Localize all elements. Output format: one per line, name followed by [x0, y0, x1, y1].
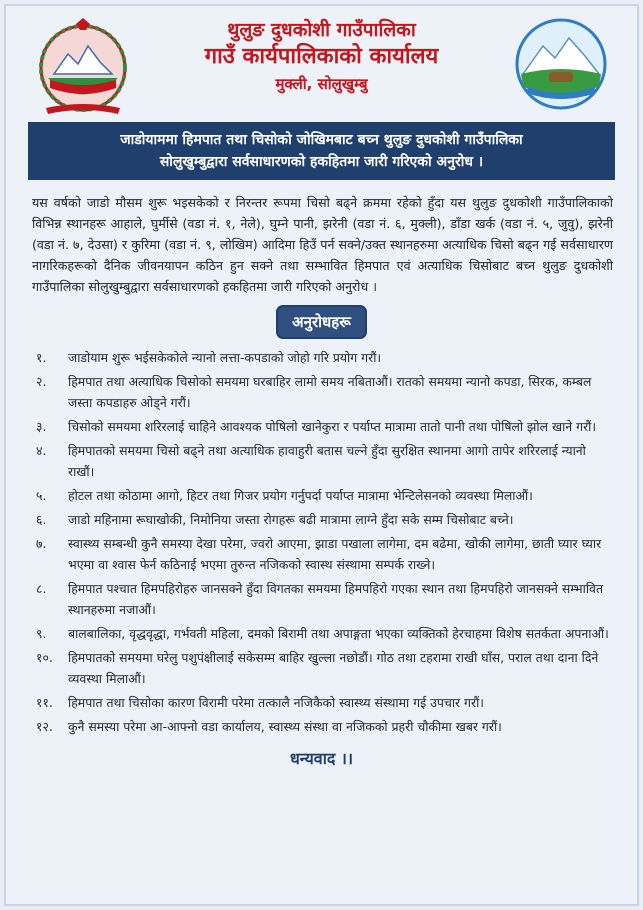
list-item: ३. चिसोको समयमा शरिरलाई चाहिने आवश्यक पोषिलो खानेकुरा र पर्याप्त मात्रामा तातो पानी तथा पोषिलो झोल खाने गरौं। [36, 419, 597, 434]
list-item: १०. हिमपातको समयमा घरेलु पशुपंक्षीलाई सकेसम्म बाहिर खुल्ला नछोडौं। गोठ तथा टहरामा राखी घाँस, पराल तथा दाना दिने व्यवस्था मिलाऔं। [36, 650, 599, 686]
banner-line-2: सोलुखुम्बुद्वारा सर्वसाधारणको हकहितमा जारी गरिएको अनुरोध । [159, 154, 484, 170]
header [6, 6, 637, 114]
notice-page [4, 4, 639, 906]
list-item: ९. बालबालिका, वृद्धवृद्धा, गर्भवती महिला, दमको बिरामी तथा अपाङ्गता भएका व्यक्तिको हेरचाहमा विशेष सतर्कता अपनाऔं। [36, 626, 609, 641]
municipality-name: थुलुङ दुधकोशी गाउँपालिका [227, 19, 416, 41]
list-item: १२. कुनै समस्या परेमा आ-आफ्नो वडा कार्यालय, स्वास्थ्य संस्था वा नजिकको प्रहरी चौकीमा खबर गरौं। [36, 719, 502, 734]
list-item: ८. हिमपात पश्चात हिमपहिरोहरु जानसक्ने हुँदा विगतका समयमा हिमपहिरो गएका स्थान तथा हिमपहिरो जानसक्ने सम्भावित स्थानहरुमा नजाऔं। [36, 581, 604, 617]
list-item: ६. जाडो महिनामा रूघाखोकी, निमोनिया जस्ता रोगहरू बढी मात्रामा लाग्ने हुँदा सके सम्म चिसोबाट बच्ने। [36, 512, 514, 527]
requests-heading: अनुरोधहरू [276, 305, 367, 339]
notice-banner [28, 122, 615, 180]
banner-line-1: जाडोयाममा हिमपात तथा चिसोको जोखिमबाट बच्न थुलुङ दुधकोशी गाउँपालिका [120, 132, 523, 148]
office-name: गाउँ कार्यपालिकाको कार्यालय [204, 44, 439, 69]
list-item: २. हिमपात तथा अत्याधिक चिसोको समयमा घरबाहिर लामो समय नबिताऔं। रातको समयमा न्यानो कपडा, सिरक, कम्बल जस्ता कपडाहरु ओड्ने गरौं। [36, 374, 592, 410]
requests-list [36, 347, 609, 737]
list-item: १. जाडोयाम शुरू भईसकेकोले न्यानो लत्ता-कपडाको जोहो गरि प्रयोग गरौं। [36, 350, 382, 365]
municipality-logo-icon [513, 16, 609, 112]
nepal-emblem-icon [28, 16, 138, 116]
list-item: ७. स्वास्थ्य सम्बन्धी कुनै समस्या देखा परेमा, ज्वरो आएमा, झाडा पखाला लागेमा, दम बढेमा, खोकी लागेमा, छाती घ्यार घ्यार भएमा वा श्वास फेर्न कठिनाई भएमा तुरुन्त नजिकको स्वास्थ संस्थामा सम्पर्क राख्ने। [36, 536, 602, 572]
thanks-text: धन्यवाद ।। [289, 749, 354, 768]
list-item: ४. हिमपातको समयमा चिसो बढ्ने तथा अत्याधिक हावाहुरी बतास चल्ने हुँदा सुरक्षित स्थानमा आगो तापेर शरिरलाई न्यानो राखौं। [36, 443, 586, 479]
list-item: ५. होटल तथा कोठामा आगो, हिटर तथा गिजर प्रयोग गर्नुपर्दा पर्याप्त मात्रामा भेन्टिलेसनको व्यवस्था मिलाऔं। [36, 488, 533, 503]
list-item: ११. हिमपात तथा चिसोका कारण विरामी परेमा तत्कालै नजिकैको स्वास्थ्य संस्थामा गई उपचार गरौं। [36, 695, 485, 710]
office-location: मुक्ली, सोलुखुम्बु [275, 75, 368, 93]
intro-paragraph: यस वर्षको जाडो मौसम शुरू भइसकेको र निरन्तर रूपमा चिसो बढ्ने क्रममा रहेको हुँदा यस थुलुङ दुधकोशी गाउँपालिकाको विभिन्न स्थानहरू आहाले, घुर्मीसे (वडा नं. १, नेले), घुम्ने पानी, झरेनी (वडा नं. ६, मुक्ली), डाँडा खर्क (वडा नं. ५, जुवु), झरेनी (वडा नं. ७, देउसा) र कुरिमा (वडा नं. ९, लोखिम) आदिमा हिउँ पर्न सक्ने/उक्त स्थानहरुमा अत्याधिक चिसो बढ्न गई सर्वसाधारण नागरिकहरूको दैनिक जीवनयापन कठिन हुन सक्ने तथा सम्भावित हिमपात एवं अत्याधिक चिसोबाट बच्न थुलुङ दुधकोशी गाउँपालिका सोलुखुम्बुद्वारा सर्वसाधारणको हकहितमा जारी गरिएको अनुरोध । [32, 195, 613, 294]
